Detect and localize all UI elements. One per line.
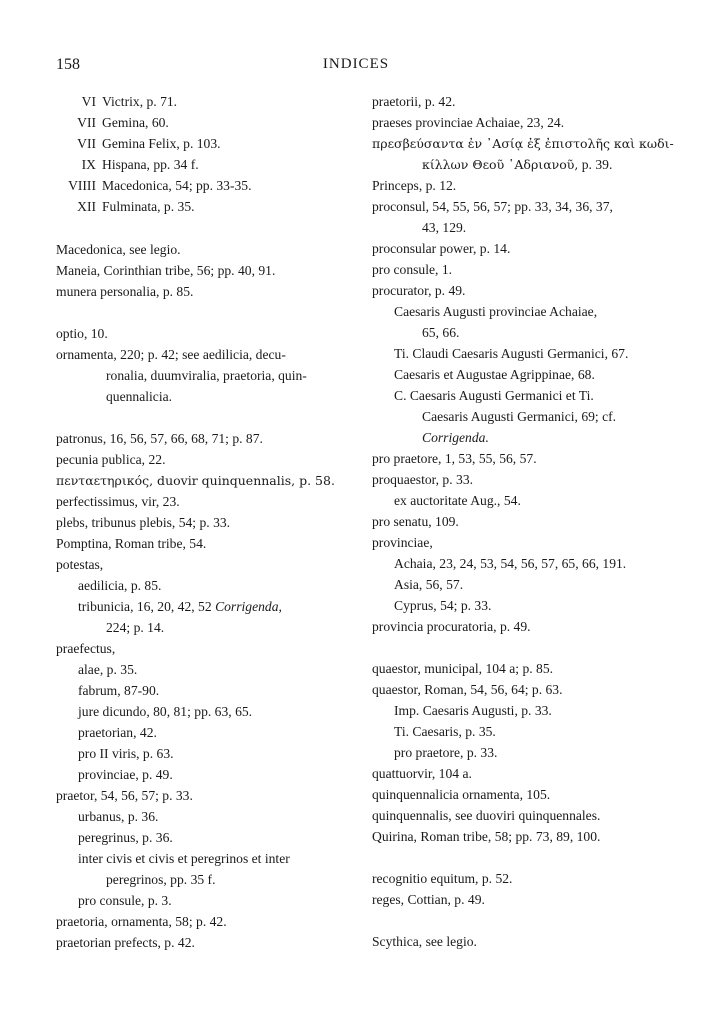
index-entry: potestas, (56, 557, 104, 572)
index-entry (56, 134, 221, 154)
running-head: INDICES (322, 56, 390, 72)
index-subentry: inter civis et civis et peregrinos et inter (78, 851, 290, 866)
legion-name: Macedonica, 54; pp. 33-35. (102, 178, 252, 193)
index-subentry: Cyprus, 54; p. 33. (394, 598, 492, 613)
index-subentry: Caesaris et Augustae Agrippinae, 68. (394, 367, 595, 382)
index-entry: provincia procuratoria, p. 49. (372, 619, 531, 634)
page-number: 158 (56, 56, 80, 73)
entry-text: tribunicia, 16, 20, 42, 52 (78, 599, 212, 614)
index-entry: praetorii, p. 42. (372, 94, 456, 109)
index-subentry: Ti. Caesaris, p. 35. (394, 724, 496, 739)
index-subentry: Achaia, 23, 24, 53, 54, 56, 57, 65, 66, 191. (394, 556, 627, 571)
index-subentry: urbanus, p. 36. (78, 809, 159, 824)
index-entry: quattuorvir, 104 a. (372, 766, 472, 781)
index-entry: pecunia publica, 22. (56, 452, 166, 467)
index-subentry: pro consule, p. 3. (78, 893, 172, 908)
legion-number: VII (77, 136, 96, 151)
index-entry: optio, 10. (56, 326, 108, 341)
index-entry: praetor, 54, 56, 57; p. 33. (56, 788, 193, 803)
index-entry: provinciae, (372, 535, 433, 550)
index-entry: proconsul, 54, 55, 56, 57; pp. 33, 34, 36, 37, (372, 199, 613, 214)
index-subentry: ex auctoritate Aug., 54. (394, 493, 521, 508)
legion-name: Fulminata, p. 35. (102, 199, 195, 214)
index-entry-continued: 224; p. 14. (106, 620, 165, 635)
index-subentry: Caesaris Augusti provinciae Achaiae, (394, 304, 598, 319)
index-subentry: Asia, 56, 57. (394, 577, 464, 592)
greek-text: κίλλων Θεοῦ ῾Αδριανοῦ, (422, 157, 579, 172)
index-subentry: C. Caesaris Augusti Germanici et Ti. (394, 388, 594, 403)
corrigenda-reference (372, 428, 489, 448)
index-entry: perfectissimus, vir, 23. (56, 494, 180, 509)
index-entry (56, 155, 199, 175)
index-entry: praetorian prefects, p. 42. (56, 935, 195, 950)
legion-name: Gemina Felix, p. 103. (102, 136, 221, 151)
index-subentry: Ti. Claudi Caesaris Augusti Germanici, 67. (394, 346, 629, 361)
index-entry: quinquennalis, see duoviri quinquennales. (372, 808, 601, 823)
index-entry: procurator, p. 49. (372, 283, 466, 298)
corrigenda-reference: Corrigenda, (215, 599, 282, 614)
index-entry: reges, Cottian, p. 49. (372, 892, 485, 907)
index-entry (56, 176, 252, 196)
index-entry: praeses provinciae Achaiae, 23, 24. (372, 115, 565, 130)
index-subentry: praetorian, 42. (78, 725, 157, 740)
index-entry: πενταετηρικός, duovir quinquennalis, p. 58. (56, 473, 335, 488)
index-entry: pro consule, 1. (372, 262, 453, 277)
index-entry: quinquennalicia ornamenta, 105. (372, 787, 551, 802)
entry-text: p. 39. (581, 157, 613, 172)
index-entry: Pomptina, Roman tribe, 54. (56, 536, 207, 551)
legion-number: VIIII (68, 178, 96, 193)
index-entry: pro senatu, 109. (372, 514, 459, 529)
index-entry: recognitio equitum, p. 52. (372, 871, 513, 886)
legion-name: Gemina, 60. (102, 115, 169, 130)
index-entry-continued: ronalia, duumviralia, praetoria, quin- (106, 368, 307, 383)
index-entry-continued (372, 155, 612, 175)
index-entry: praetoria, ornamenta, 58; p. 42. (56, 914, 227, 929)
corrigenda-text: Corrigenda. (422, 430, 489, 445)
legion-number: XII (77, 199, 96, 214)
index-entry: proconsular power, p. 14. (372, 241, 511, 256)
index-entry: quaestor, Roman, 54, 56, 64; p. 63. (372, 682, 563, 697)
index-subentry: pro II viris, p. 63. (78, 746, 174, 761)
index-entry (56, 197, 195, 217)
index-subentry: peregrinus, p. 36. (78, 830, 173, 845)
legion-number: VI (81, 94, 96, 109)
index-entry: Scythica, see legio. (372, 934, 477, 949)
index-entry: ornamenta, 220; p. 42; see aedilicia, decu- (56, 347, 286, 362)
index-entry: patronus, 16, 56, 57, 66, 68, 71; p. 87. (56, 431, 263, 446)
index-subentry: fabrum, 87-90. (78, 683, 160, 698)
legion-number: IX (81, 157, 96, 172)
index-entry: Princeps, p. 12. (372, 178, 457, 193)
index-entry-continued: quennalicia. (106, 389, 173, 404)
index-subentry: aedilicia, p. 85. (78, 578, 162, 593)
index-entry: Macedonica, see legio. (56, 242, 181, 257)
index-subentry: pro praetore, p. 33. (394, 745, 498, 760)
index-subentry: alae, p. 35. (78, 662, 138, 677)
index-entry-continued: Caesaris Augusti Germanici, 69; cf. (422, 409, 617, 424)
index-entry: quaestor, municipal, 104 a; p. 85. (372, 661, 554, 676)
legion-name: Victrix, p. 71. (102, 94, 178, 109)
page-header (56, 56, 656, 80)
index-entry-continued: 65, 66. (422, 325, 460, 340)
index-entry (56, 113, 169, 133)
index-entry-continued: 43, 129. (422, 220, 467, 235)
index-entry: plebs, tribunus plebis, 54; p. 33. (56, 515, 231, 530)
index-entry (56, 92, 177, 112)
index-subentry: provinciae, p. 49. (78, 767, 173, 782)
index-entry: munera personalia, p. 85. (56, 284, 194, 299)
index-entry: praefectus, (56, 641, 116, 656)
index-subentry: jure dicundo, 80, 81; pp. 63, 65. (78, 704, 253, 719)
index-entry: πρεσβεύσαντα ἐν ᾿Ασίᾳ ἐξ ἐπιστολῆς καὶ κωδι- (372, 136, 674, 151)
index-entry: Quirina, Roman tribe, 58; pp. 73, 89, 100. (372, 829, 601, 844)
index-subentry (56, 597, 282, 617)
index-entry-continued: peregrinos, pp. 35 f. (106, 872, 216, 887)
index-entry: Maneia, Corinthian tribe, 56; pp. 40, 91. (56, 263, 276, 278)
index-subentry: Imp. Caesaris Augusti, p. 33. (394, 703, 552, 718)
legion-name: Hispana, pp. 34 f. (102, 157, 199, 172)
index-entry: pro praetore, 1, 53, 55, 56, 57. (372, 451, 537, 466)
legion-number: VII (77, 115, 96, 130)
index-entry: proquaestor, p. 33. (372, 472, 474, 487)
